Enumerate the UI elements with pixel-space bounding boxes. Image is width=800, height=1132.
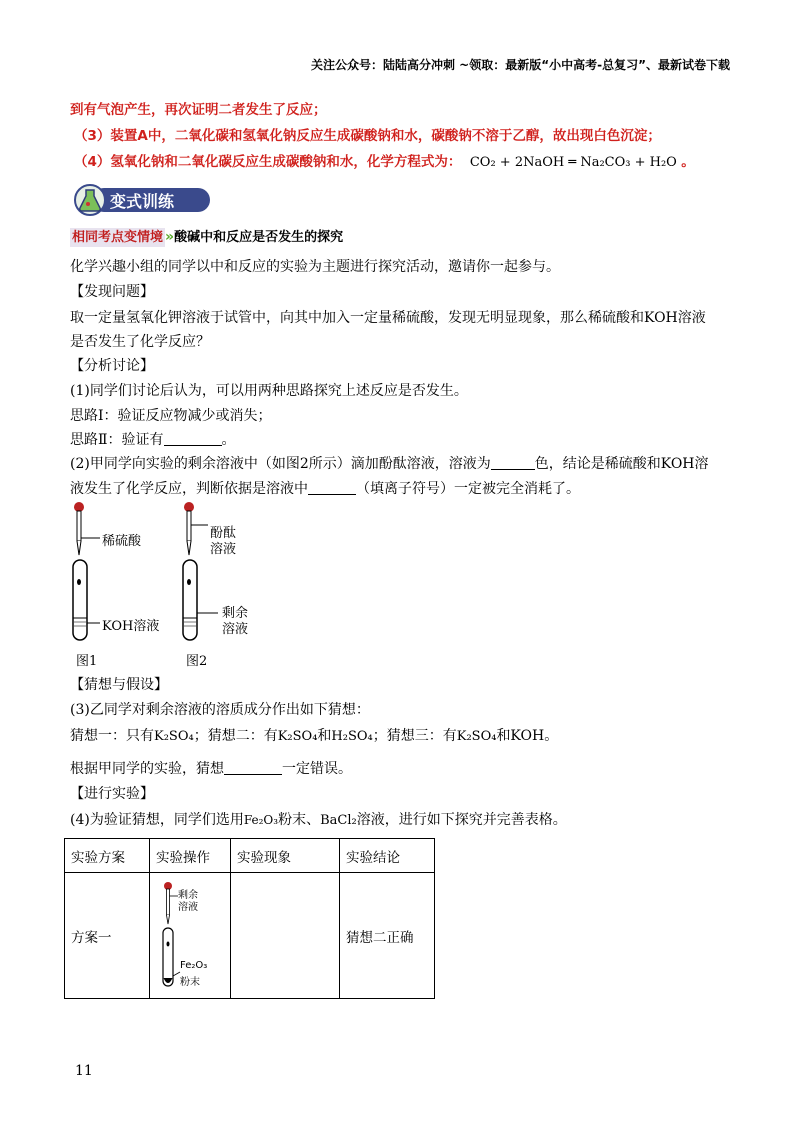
answer-line-2: （3）装置A中，二氧化碳和氢氧化钠反应生成碳酸钠和水，碳酸钠不溶于乙醇，故出现白色沉淀； (74, 128, 661, 144)
page-number: 11 (75, 1063, 93, 1079)
fig1-drop-label: 稀硫酸 (102, 534, 142, 549)
phenomenon-cell[interactable] (231, 873, 340, 999)
fig2-solution-label-b: 溶液 (222, 622, 249, 637)
intro-text: 化学兴趣小组的同学以中和反应的实验为主题进行探究活动，邀请你一起参与。 (70, 259, 560, 275)
find-text-2: 是否发生了化学反应？ (70, 334, 210, 350)
find-text-1: 取一定量氢氧化钾溶液于试管中，向其中加入一定量稀硫酸，发现无明显现象，那么稀硫酸和KOH溶液 (70, 310, 706, 326)
question-1: (1)同学们讨论后认为，可以用两种思路探究上述反应是否发生。 (70, 383, 468, 399)
answer-line-1: 到有气泡产生，再次证明二者发生了反应； (70, 102, 327, 118)
q4-text-a: (4)为验证猜想，同学们选用 (70, 812, 244, 828)
idea-2-text: 思路Ⅱ：验证有 (70, 432, 164, 448)
basis-end: 一定错误。 (282, 761, 352, 777)
fig2-drop-label-b: 溶液 (210, 542, 237, 557)
header-phenomenon: 实验现象 (231, 839, 340, 873)
section-title: 变式训练 (110, 192, 175, 211)
q2-text-b: 色，结论是稀硫酸和KOH溶 (534, 456, 709, 472)
formula-k2so4: K₂SO₄ (277, 729, 318, 744)
formula-k2so4: K₂SO₄ (456, 729, 497, 744)
formula-h2so4: H₂SO₄ (331, 729, 373, 744)
question-4 (70, 809, 567, 829)
q2-text-a: (2)甲同学向实验的剩余溶液中（如图2所示）滴加酚酞溶液，溶液为 (70, 456, 491, 472)
fig1-solution-label: KOH溶液 (102, 619, 160, 634)
q2-text-c: 液发生了化学反应，判断依据是溶液中 (70, 481, 308, 497)
answer-line-3-text: （4）氢氧化钠和二氧化碳反应生成碳酸钠和水，化学方程式为： (74, 154, 462, 170)
test-tube-figures (60, 500, 340, 670)
header-conclusion: 实验结论 (340, 839, 435, 873)
heading-experiment: 【进行实验】 (70, 786, 154, 802)
table-row (65, 873, 435, 999)
op-solid-label-a: Fe₂O₃ (180, 959, 208, 971)
chemical-equation: CO₂ + 2NaOH ═ Na₂CO₃ + H₂O (469, 155, 677, 170)
guess-1: 猜想一：只有 (70, 728, 154, 744)
header-plan: 实验方案 (65, 839, 150, 873)
answer-blank[interactable] (224, 760, 282, 775)
answer-line-3-end: 。 (681, 154, 695, 170)
answer-line-3 (74, 150, 695, 170)
fig2-solution-label-a: 剩余 (222, 606, 249, 621)
answer-blank[interactable] (308, 480, 356, 495)
q4-text-c: 溶液，进行如下探究并完善表格。 (356, 812, 567, 828)
op-solid-label-b: 粉末 (180, 976, 200, 988)
question-2-line-1 (70, 453, 709, 473)
idea-2 (70, 429, 236, 449)
op-drop-label-b: 溶液 (178, 901, 198, 913)
heading-find-problem: 【发现问题】 (70, 284, 154, 300)
q2-text-d: （填离子符号）一定被完全消耗了。 (356, 481, 580, 497)
question-2-line-2 (70, 478, 580, 498)
table-header-row (65, 839, 435, 873)
q4-text-b: 粉末、 (278, 812, 321, 828)
op-drop-label-a: 剩余 (178, 889, 198, 901)
guesses-line (70, 725, 558, 745)
heading-analysis: 【分析讨论】 (70, 358, 154, 374)
conjunction: 和 (317, 728, 332, 744)
experiment-table (64, 838, 435, 999)
fig2-drop-label-a: 酚酞 (210, 526, 237, 541)
page-header: 关注公众号：陆陆高分冲刺 ~领取：最新版“小中高考-总复习”、最新试卷下载 (311, 58, 730, 72)
fig2-caption: 图2 (186, 654, 208, 669)
question-3: (3)乙同学对剩余溶液的溶质成分作出如下猜想： (70, 702, 370, 718)
idea-2-end: 。 (221, 432, 236, 448)
formula-k2so4: K₂SO₄ (154, 729, 194, 744)
plan-cell: 方案一 (65, 873, 150, 999)
conclusion-cell: 猜想二正确 (340, 873, 435, 999)
topic-tag: 相同考点变情境 (72, 230, 164, 245)
idea-1: 思路Ⅰ：验证反应物减少或消失； (70, 408, 272, 424)
double-arrow-icon: » (165, 229, 175, 245)
operation-cell (150, 873, 231, 999)
formula-bacl2: BaCl₂ (320, 813, 357, 828)
basis-line (70, 758, 352, 778)
topic-title: 酸碱中和反应是否发生的探究 (174, 230, 344, 245)
guess-3: ；猜想三：有 (372, 728, 457, 744)
heading-hypothesis: 【猜想与假设】 (70, 677, 168, 693)
topic-tag-row (70, 226, 343, 245)
guess-3-end: 和KOH。 (496, 728, 559, 744)
answer-blank[interactable] (491, 455, 535, 470)
header-operation: 实验操作 (150, 839, 231, 873)
answer-blank[interactable] (164, 431, 222, 446)
guess-2: ；猜想二：有 (193, 728, 278, 744)
section-banner (70, 182, 210, 216)
basis-text: 根据甲同学的实验，猜想 (70, 761, 224, 777)
fig1-caption: 图1 (76, 654, 98, 669)
formula-fe2o3: Fe₂O₃ (243, 813, 279, 827)
